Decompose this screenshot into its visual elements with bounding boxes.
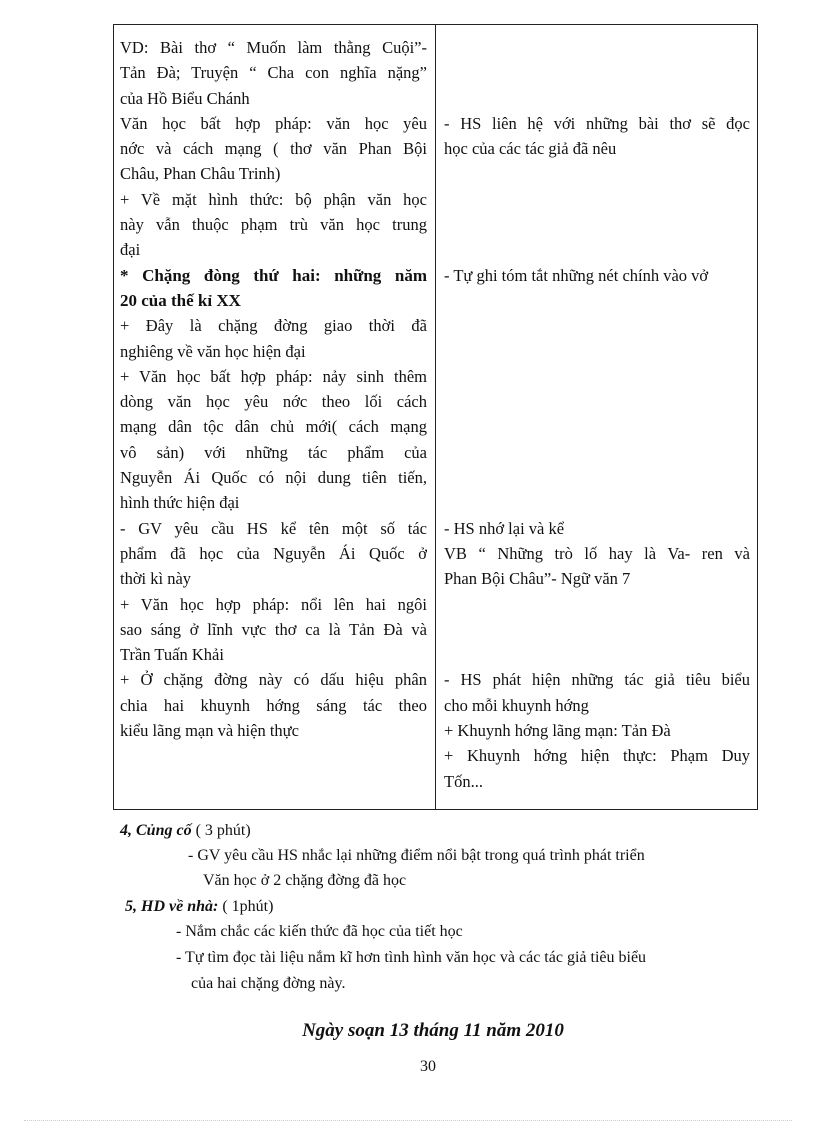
left-line: - GV yêu cầu HS kể tên một số tác: [120, 518, 427, 538]
left-line: Nguyễn Ái Quốc có nội dung tiên tiến,: [120, 468, 427, 488]
left-line: vô sản) với những tác phẩm của: [120, 442, 427, 462]
consolidation-heading: 4, Củng cố: [120, 822, 192, 839]
right-line: VB “ Những trò lố hay là Va- ren và: [444, 543, 750, 563]
homework-heading-row: [125, 894, 273, 919]
right-line: - Tự ghi tóm tắt những nét chính vào vở: [444, 265, 709, 285]
left-line: đại: [120, 240, 141, 260]
right-line: Phan Bội Châu”- Ngữ văn 7: [444, 569, 631, 589]
right-line: [444, 592, 750, 617]
left-line: sao sáng ở lĩnh vực thơ ca là Tản Đà và: [120, 619, 427, 639]
left-line: của Hồ Biểu Chánh: [120, 88, 250, 108]
right-line: [444, 237, 750, 262]
homework-line-2: - Tự tìm đọc tài liệu nắm kĩ hơn tình hình văn học và các tác giả tiêu biểu: [176, 949, 647, 966]
homework-heading: 5, HD về nhà:: [125, 898, 219, 915]
right-line: [444, 490, 750, 515]
left-line: Châu, Phan Châu Trinh): [120, 164, 281, 184]
right-line: [444, 440, 750, 465]
left-line: nớc và cách mạng ( thơ văn Phan Bội: [120, 139, 427, 159]
left-line: + Về mặt hình thức: bộ phận văn học: [120, 189, 427, 209]
lesson-table: [113, 24, 758, 810]
right-line: [444, 389, 750, 414]
left-line: + Ở chặng đờng này có dấu hiệu phân: [120, 670, 427, 690]
right-line: [444, 414, 750, 439]
right-line: + Khuynh hớng hiện thực: Phạm Duy: [444, 746, 750, 766]
left-line: + Văn học hợp pháp: nổi lên hai ngôi: [120, 594, 427, 614]
left-line: này vẫn thuộc phạm trù văn học trung: [120, 215, 427, 235]
right-line: [444, 35, 750, 60]
left-line: phẩm đã học của Nguyễn Ái Quốc ở: [120, 543, 427, 563]
right-line: [444, 642, 750, 667]
right-line: - HS liên hệ với những bài thơ sẽ đọc: [444, 113, 750, 133]
right-line: [444, 288, 750, 313]
right-line: [444, 339, 750, 364]
left-line: * Chặng đòng thứ hai: những năm: [120, 265, 427, 285]
right-line: - HS phát hiện những tác giả tiêu biểu: [444, 670, 750, 690]
consolidation-line-1: - GV yêu cầu HS nhắc lại những điểm nổi bật trong quá trình phát triển: [188, 847, 645, 864]
right-line: [444, 617, 750, 642]
consolidation-heading-row: [120, 818, 251, 843]
right-line: [444, 364, 750, 389]
homework-duration: ( 1phút): [218, 898, 274, 915]
right-line: cho mỗi khuynh hớng: [444, 695, 589, 715]
right-line: Tốn...: [444, 771, 483, 791]
left-line: nghiêng về văn học hiện đại: [120, 341, 306, 361]
left-line: dòng văn học yêu nớc theo lối cách: [120, 392, 427, 412]
column-divider: [435, 25, 436, 809]
student-activity-column: [444, 35, 750, 794]
right-line: học của các tác giả đã nêu: [444, 139, 617, 159]
left-line: chia hai khuynh hớng sáng tác theo: [120, 695, 427, 715]
homework-line-1: - Nắm chắc các kiến thức đã học của tiết học: [176, 923, 463, 940]
left-line: Trần Tuấn Khải: [120, 645, 224, 665]
left-line: VD: Bài thơ “ Muốn làm thằng Cuội”-: [120, 38, 427, 57]
right-line: [444, 212, 750, 237]
left-line: + Văn học bất hợp pháp: nảy sinh thêm: [120, 366, 427, 386]
left-line: Tản Đà; Truyện “ Cha con nghĩa nặng”: [120, 63, 427, 83]
consolidation-line-2: Văn học ở 2 chặng đờng đã học: [203, 872, 407, 889]
left-line: hình thức hiện đại: [120, 493, 240, 513]
right-line: - HS nhớ lại và kể: [444, 518, 565, 538]
homework-line-3: của hai chặng đờng này.: [191, 975, 346, 992]
left-line: kiểu lãng mạn và hiện thực: [120, 721, 299, 741]
preparation-date: Ngày soạn 13 tháng 11 năm 2010: [302, 1020, 564, 1041]
left-line: thời kì này: [120, 569, 192, 589]
left-line: 20 của thế kỉ XX: [120, 290, 241, 310]
left-line: Văn học bất hợp pháp: văn học yêu: [120, 113, 427, 133]
right-line: + Khuynh hớng lãng mạn: Tản Đà: [444, 721, 671, 741]
consolidation-duration: ( 3 phút): [191, 822, 251, 839]
bottom-rule: [24, 1120, 792, 1121]
right-line: [444, 60, 750, 85]
right-line: [444, 465, 750, 490]
right-line: [444, 161, 750, 186]
teacher-activity-column: [120, 35, 427, 743]
right-line: [444, 313, 750, 338]
page-number: 30: [420, 1058, 436, 1075]
left-line: + Đây là chặng đờng giao thời đã: [120, 316, 427, 336]
left-line: mạng dân tộc dân chủ mới( cách mạng: [120, 417, 427, 437]
right-line: [444, 86, 750, 111]
right-line: [444, 187, 750, 212]
